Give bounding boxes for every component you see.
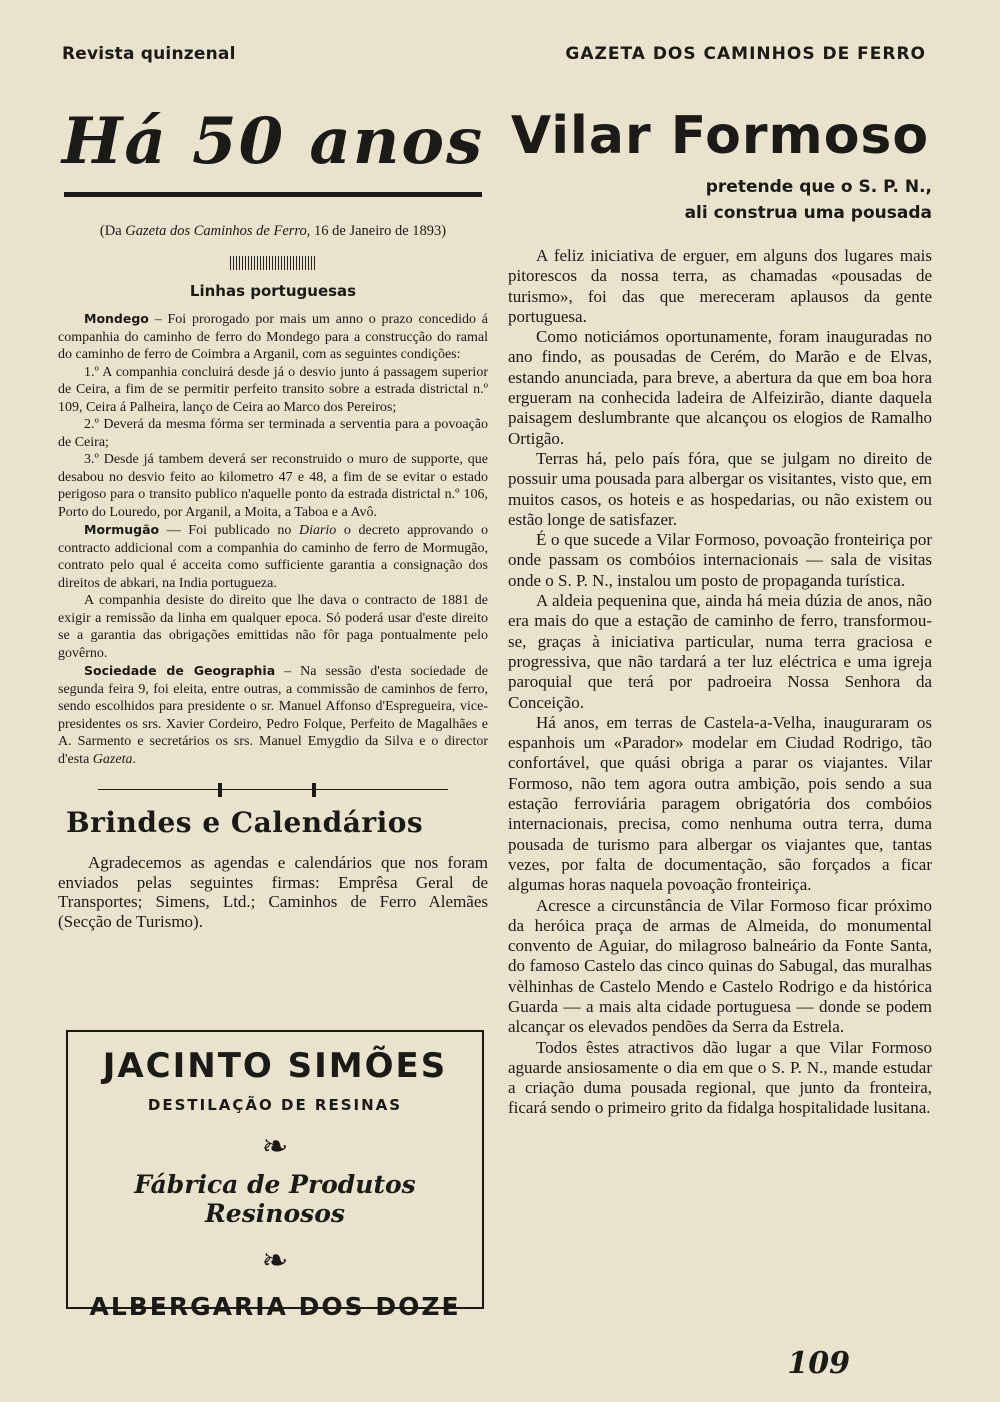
ornamental-divider	[230, 256, 316, 270]
section-divider	[98, 782, 448, 798]
paragraph: Terras há, pelo país fóra, que se julgam no direito de possuir uma pousada para albergar os visitantes, visto que, em muitos casos, os hoteis e as hospedarias, ou não existem ou estão longe de satisfazer.	[508, 448, 932, 529]
advertiser-factory: Fábrica de Produtos Resinosos	[134, 1170, 416, 1228]
paragraph: Agradecemos as agendas e calendários que nos foram enviados pelas seguintes firmas: Emprêsa Geral de Transportes; Simens, Ltd.; Caminhos de Ferro Alemães (Secção de Turismo).	[58, 853, 488, 931]
left-column	[58, 96, 488, 931]
ornament-icon: ❧	[261, 1242, 289, 1278]
brindes-article	[58, 853, 488, 931]
advertisement-box	[66, 1030, 484, 1321]
advertiser-location: ALBERGARIA DOS DOZE	[89, 1292, 461, 1321]
running-header-left: Revista quinzenal	[62, 44, 236, 64]
section-heading-ha-50-anos: Há 50 anos	[61, 104, 485, 179]
article-body	[508, 246, 932, 1119]
paragraph: Mondego – Foi prorogado por mais um anno o prazo concedido á companhia do caminho de ferro do Mondego para a construcção do ramal do caminho de ferro de Coimbra a Arganil, com as seguintes condições:	[58, 311, 488, 362]
running-header-right: GAZETA DOS CAMINHOS DE FERRO	[565, 44, 926, 64]
paragraph: Acresce a circunstância de Vilar Formoso ficar próximo da heróica praça de armas de Almeida, do monumental convento de Aguiar, do milagroso balneário da Fonte Santa, do famoso Castelo das cinco quinas do Sabugal, das muralhas vèlhinhas de Castelo Mendo e Castelo Rodrigo e da histórica Guarda — a mais alta cidade portuguesa — donde se podem alcançar os elevados pendões da Serra da Estrela.	[508, 895, 932, 1037]
right-column	[508, 96, 932, 1119]
source-citation: (Da Gazeta dos Caminhos de Ferro, 16 de Janeiro de 1893)	[99, 223, 447, 239]
advertiser-name: JACINTO SIMÕES	[102, 1046, 448, 1086]
paragraph: É o que sucede a Vilar Formoso, povoação fronteiriça por onde passam os combóios internacionais — sala de visitas onde o S. P. N., instalou um posto de propaganda turística.	[508, 530, 932, 590]
paragraph: Sociedade de Geographia – Na sessão d'esta sociedade de segunda feira 9, foi eleita, entre outras, a commissão de caminhos de ferro, sendo escolhidos para presidente o sr. Manuel Affonso d'Espregueira, vice-presidentes os srs. Xavier Cordeiro, Pedro Folque, Perfeito de Magalhães e A. Sarmento e secretários os srs. Manuel Emygdio da Silva e o director d'esta Gazeta.	[58, 663, 488, 767]
paragraph: Mormugão — Foi publicado no Diario o decreto approvando o contracto addicional com a companhia do caminho de ferro de Mormugão, contrato pelo qual é acceita como sufficiente garantia a consignação dos direitos de abkari, na India portugueza.	[58, 522, 488, 591]
paragraph: Há anos, em terras de Castela-a-Velha, inauguraram os espanhois um «Parador» modelar em Ciudad Rodrigo, tão confortável, que quási obriga a parar os viajantes. Vilar Formoso, não tem agora outra ambição, pois sendo a sua estação ferroviária paragem obrigatória dos combóios internacionais, precisa, como nenhuma outra terra, duma pousada de turismo para albergar os viajantes que, tantas vezes, por falta de documentação, são forçados a ficar algumas horas naquela povoação fronteiriça.	[508, 712, 932, 895]
page-number: 109	[787, 1346, 850, 1381]
advertiser-subtitle: DESTILAÇÃO DE RESINAS	[147, 1096, 403, 1114]
ornament-icon: ❧	[261, 1128, 289, 1164]
subsection-title: Linhas portuguesas	[189, 282, 357, 300]
heading-rule	[64, 192, 482, 197]
article-subtitle: pretende que o S. P. N., ali construa uma pousada	[684, 177, 932, 223]
paragraph: A aldeia pequenina que, ainda há meia dúzia de anos, não era mais do que a estação de caminho de ferro, transformou-se, graças à iniciativa particular, numa terra graciosa e progressiva, que não tardará a ter luz eléctrica e uma igreja paroquial que terá por padroeira Nossa Senhora da Conceição.	[508, 591, 932, 712]
paragraph: Como noticiámos oportunamente, foram inauguradas no ano findo, as pousadas de Cerém, do Marão e de Elvas, estando anunciada, para breve, a abertura da que em boa hora ergueram na conhecida ladeira de Alfeizirão, diante daquela paisagem deslumbrante que alcançou os elogios de Ramalho Ortigão.	[508, 327, 932, 448]
article-linhas-portuguesas	[58, 310, 488, 768]
paragraph: A feliz iniciativa de erguer, em alguns dos lugares mais pitorescos da nossa terra, as chamadas «pousadas de turismo», foi das que mereceram aplausos da gente portuguesa.	[508, 246, 932, 326]
brindes-heading: Brindes e Calendários	[66, 806, 424, 839]
paragraph: A companhia desiste do direito que lhe dava o contracto de 1881 de exigir a remissão da linha em qualquer epoca. Só poderá usar d'este direito se a garantia das obrigações emittidas não fôr paga pontualmente pelo govêrno.	[58, 593, 488, 661]
paragraph: 3.º Desde já tambem deverá ser reconstruido o muro de supporte, que desabou no desvio feito ao kilometro 47 e 48, a fim de se evitar o estado perigoso para o transito publico n'aquelle ponto da estrada districtal n.º 106, Porto do Louredo, por Arganil, a Moita, a Taboa e a Avô.	[58, 452, 488, 520]
paragraph: 1.º A companhia concluirá desde já o desvio junto á passagem superior de Ceira, a fim de se permitir perfeito transito sobre a estrada districtal n.º 109, Ceira á Palheira, lanço de Ceira ao Marco dos Pereiros;	[58, 364, 488, 415]
article-title: Vilar Formoso	[510, 106, 930, 166]
paragraph: 2.º Deverá da mesma fórma ser terminada a serventia para a povoação de Ceira;	[58, 417, 488, 450]
paragraph: Todos êstes atractivos dão lugar a que Vilar Formoso aguarde ansiosamente o dia em que o S. P. N., mande estudar a criação duma pousada regional, que junto da fronteira, ficará sendo o primeiro grito da fidalga hospitalidade lusitana.	[508, 1037, 932, 1118]
